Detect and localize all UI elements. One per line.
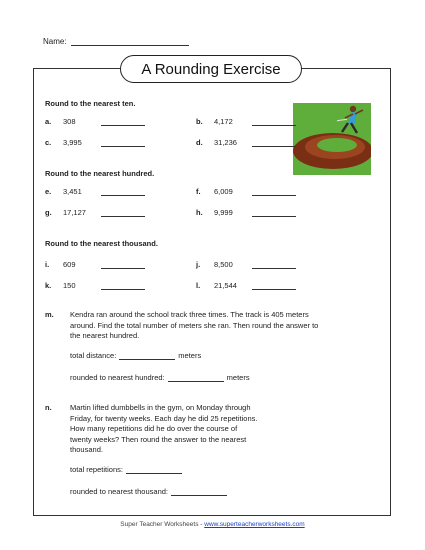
answer-rounded-thousand bbox=[70, 487, 230, 496]
answer-label: rounded to nearest thousand: bbox=[70, 487, 168, 496]
problem-letter: m. bbox=[45, 310, 54, 319]
problem-text bbox=[70, 310, 318, 342]
answer-blank[interactable] bbox=[101, 139, 145, 147]
problem-letter: e. bbox=[45, 187, 52, 196]
problem-value: 6,009 bbox=[214, 187, 233, 196]
section-heading-ten: Round to the nearest ten. bbox=[45, 99, 136, 108]
section-heading-hundred: Round to the nearest hundred. bbox=[45, 169, 155, 178]
problem-f bbox=[196, 187, 296, 196]
answer-total-repetitions bbox=[70, 465, 185, 474]
word-problem-m bbox=[45, 310, 385, 344]
footer bbox=[0, 521, 425, 528]
answer-rounded-hundred bbox=[70, 373, 250, 382]
problem-text bbox=[70, 403, 257, 456]
answer-blank[interactable] bbox=[101, 282, 145, 290]
problem-letter: h. bbox=[196, 208, 203, 217]
answer-blank[interactable] bbox=[119, 352, 175, 360]
answer-blank[interactable] bbox=[101, 118, 145, 126]
problem-g bbox=[45, 208, 145, 217]
name-field[interactable] bbox=[71, 37, 189, 46]
name-label: Name: bbox=[43, 37, 67, 46]
section-heading-thousand: Round to the nearest thousand. bbox=[45, 239, 158, 248]
problem-text-line: Martin lifted dumbbells in the gym, on Monday through bbox=[70, 403, 251, 412]
answer-blank[interactable] bbox=[252, 282, 296, 290]
problem-value: 8,500 bbox=[214, 260, 233, 269]
name-row bbox=[43, 37, 189, 46]
problem-letter: k. bbox=[45, 281, 52, 290]
problem-b bbox=[196, 117, 296, 126]
footer-link[interactable]: www.superteacherworksheets.com bbox=[204, 521, 305, 528]
word-problem-n bbox=[45, 403, 385, 457]
problem-letter: l. bbox=[196, 281, 201, 290]
answer-blank[interactable] bbox=[126, 466, 182, 474]
problem-letter: b. bbox=[196, 117, 203, 126]
track-infield bbox=[317, 138, 357, 152]
runner-track-illustration bbox=[293, 99, 371, 175]
footer-text: Super Teacher Worksheets - bbox=[120, 521, 205, 528]
answer-blank[interactable] bbox=[101, 188, 145, 196]
problem-value: 3,451 bbox=[63, 187, 82, 196]
problem-d bbox=[196, 138, 296, 147]
problem-value: 150 bbox=[63, 281, 76, 290]
problem-value: 31,236 bbox=[214, 138, 237, 147]
answer-label: total repetitions: bbox=[70, 465, 123, 474]
problem-letter: a. bbox=[45, 117, 52, 126]
problem-text-line: Friday, for twenty weeks. Each day he did 25 repetitions. bbox=[70, 413, 258, 423]
answer-blank[interactable] bbox=[252, 118, 296, 126]
answer-blank[interactable] bbox=[252, 139, 296, 147]
problem-j bbox=[196, 260, 296, 269]
answer-total-distance bbox=[70, 351, 201, 360]
answer-blank[interactable] bbox=[171, 488, 227, 496]
answer-label: rounded to nearest hundred: bbox=[70, 373, 165, 382]
answer-unit: meters bbox=[226, 373, 250, 382]
problem-value: 9,999 bbox=[214, 208, 233, 217]
problem-h bbox=[196, 208, 296, 217]
problem-letter: n. bbox=[45, 403, 52, 412]
answer-blank[interactable] bbox=[252, 188, 296, 196]
problem-a bbox=[45, 117, 145, 126]
problem-text-line: How many repetitions did he do over the course of bbox=[70, 424, 238, 433]
answer-label: total distance: bbox=[70, 351, 117, 360]
answer-blank[interactable] bbox=[101, 261, 145, 269]
problem-l bbox=[196, 281, 296, 290]
answer-blank[interactable] bbox=[101, 209, 145, 217]
problem-e bbox=[45, 187, 145, 196]
problem-letter: j. bbox=[196, 260, 201, 269]
answer-blank[interactable] bbox=[252, 261, 296, 269]
problem-value: 4,172 bbox=[214, 117, 233, 126]
problem-value: 609 bbox=[63, 260, 76, 269]
problem-i bbox=[45, 260, 145, 269]
problem-c bbox=[45, 138, 145, 147]
problem-value: 3,995 bbox=[63, 138, 82, 147]
problem-letter: c. bbox=[45, 138, 52, 147]
problem-letter: f. bbox=[196, 187, 201, 196]
answer-blank[interactable] bbox=[252, 209, 296, 217]
problem-text-line: the nearest hundred. bbox=[70, 331, 140, 340]
problem-letter: i. bbox=[45, 260, 50, 269]
problem-value: 308 bbox=[63, 117, 76, 126]
problem-text-line: twenty weeks? Then round the answer to the nearest bbox=[70, 434, 247, 444]
answer-unit: meters bbox=[178, 351, 202, 360]
problem-text-line: thousand. bbox=[70, 445, 103, 454]
runner-head bbox=[350, 106, 356, 112]
problem-text-line: around. Find the total number of meters she ran. Then round the answer to bbox=[70, 320, 319, 330]
answer-blank[interactable] bbox=[168, 374, 224, 382]
problem-k bbox=[45, 281, 145, 290]
worksheet-title: A Rounding Exercise bbox=[120, 55, 302, 83]
problem-value: 17,127 bbox=[63, 208, 86, 217]
problem-text-line: Kendra ran around the school track three times. The track is 405 meters bbox=[70, 310, 309, 319]
problem-letter: g. bbox=[45, 208, 52, 217]
problem-letter: d. bbox=[196, 138, 203, 147]
problem-value: 21,544 bbox=[214, 281, 237, 290]
